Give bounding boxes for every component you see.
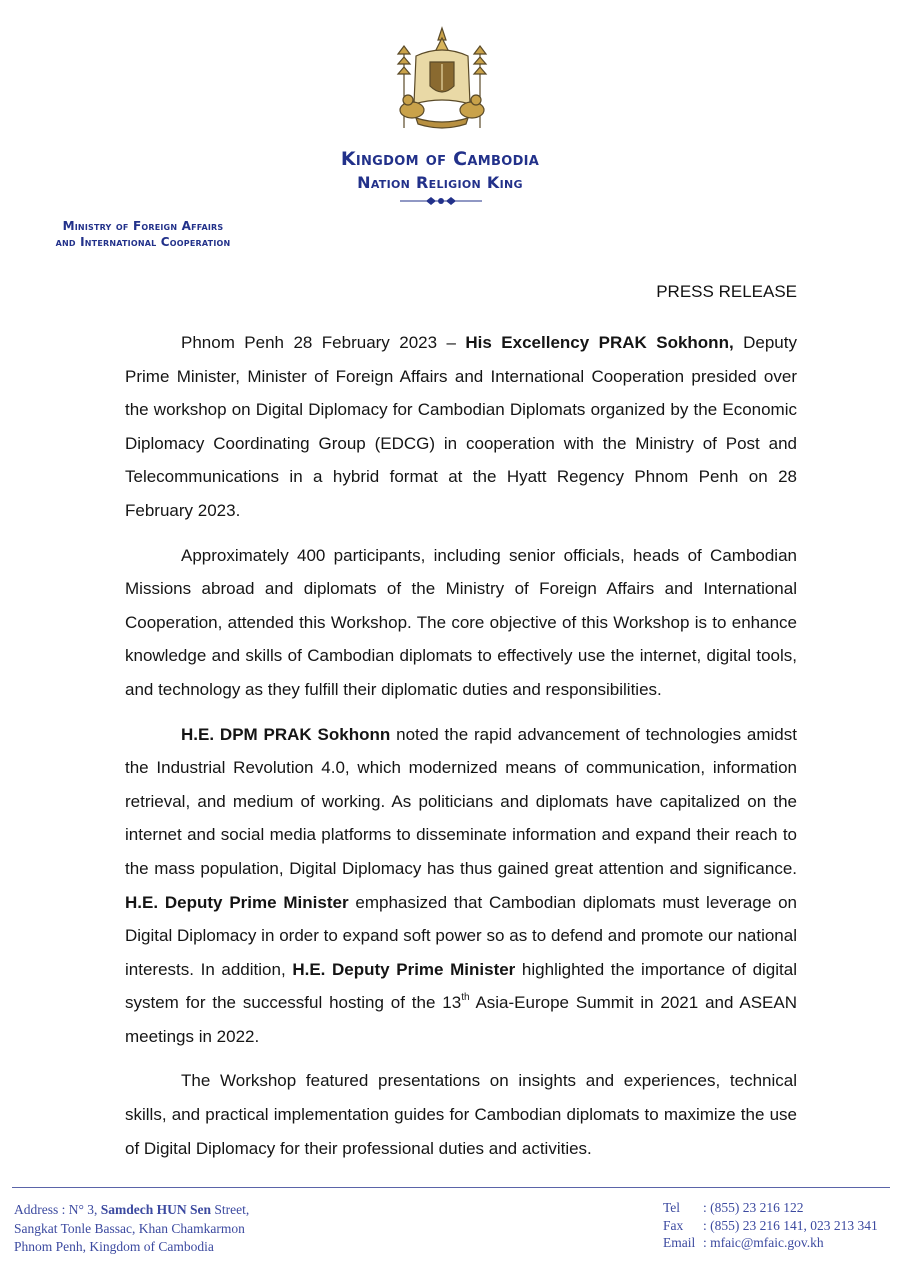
tel-value: : (855) 23 216 122 <box>703 1200 804 1215</box>
footer-contact <box>663 1199 878 1252</box>
email-label: Email <box>663 1235 696 1250</box>
footer-divider <box>12 1187 890 1188</box>
p3-text-4: Asia-Europe Summit in 2021 and ASEAN meetings in 2022. <box>125 993 797 1046</box>
p3-ordinal-sup: th <box>461 992 470 1004</box>
p3-text-1: noted the rapid advancement of technologies amidst the Industrial Revolution 4.0, which modernized means of communication, information retrieval, and medium of working. As politicians and diplomats have capitalized on the internet and social media platforms to disseminate information and expand their reach to the mass population, Digital Diplomacy has thus gained great attention and significance. <box>125 724 797 878</box>
fax-row <box>663 1217 878 1235</box>
p3-title-bold-1: H.E. Deputy Prime Minister <box>125 892 349 912</box>
national-motto: Nation Religion King <box>357 173 523 192</box>
paragraph-1 <box>125 326 797 528</box>
p3-title-bold-2: H.E. Deputy Prime Minister <box>292 959 516 979</box>
press-release-body <box>125 326 797 1176</box>
address-street-rest: Street, <box>211 1202 250 1217</box>
email-value: : mfaic@mfaic.gov.kh <box>703 1235 824 1250</box>
p1-dateline: Phnom Penh 28 February 2023 – <box>181 333 466 352</box>
address-line-2: Sangkat Tonle Bassac, Khan Chamkarmon <box>14 1220 245 1236</box>
p1-text: Deputy Prime Minister, Minister of Foreign Affairs and International Cooperation presided over the workshop on Digital Diplomacy for Cambodian Diplomats organized by the Economic Diplomacy Coordinating Group (EDCG) in cooperation with the Ministry of Post and Telecommunications in a hybrid format at the Hyatt Regency Phnom Penh on 28 February 2023. <box>125 333 797 520</box>
address-line-3: Phnom Penh, Kingdom of Cambodia <box>14 1239 214 1254</box>
address-line-1 <box>14 1201 249 1220</box>
ornament-divider-icon <box>398 195 484 207</box>
p3-text-3: highlighted the importance of digital system for the successful hosting of the 13 <box>125 959 797 1013</box>
fax-label: Fax <box>663 1217 684 1233</box>
address-prefix: Address : N° 3, <box>14 1202 101 1217</box>
footer-address <box>14 1201 249 1257</box>
tel-row <box>663 1199 878 1217</box>
tel-label: Tel <box>663 1200 681 1215</box>
paragraph-2: Approximately 400 participants, including senior officials, heads of Cambodian Missions abroad and diplomats of the Ministry of Foreign Affairs and International Cooperation, attended this Workshop. The core objective of this Workshop is to enhance knowledge and skills of Cambodian diplomats to effectively use the internet, digital tools, and technology as they fulfill their diplomatic duties and responsibilities. <box>125 545 797 699</box>
ministry-name-line1: Ministry of Foreign Affairs <box>62 219 224 233</box>
p3-text-2: emphasized that Cambodian diplomats must leverage on Digital Diplomacy in order to expand soft power so as to defend and promote our national interests. In addition, <box>125 892 797 979</box>
fax-value: : (855) 23 216 141, 023 213 341 <box>703 1217 878 1233</box>
paragraph-3 <box>125 718 797 1054</box>
p3-name-bold: H.E. DPM PRAK Sokhonn <box>181 724 391 744</box>
email-row <box>663 1234 878 1252</box>
address-street-bold: Samdech HUN Sen <box>100 1202 212 1217</box>
p1-name-bold: His Excellency PRAK Sokhonn, <box>465 333 734 352</box>
press-release-title: PRESS RELEASE <box>656 282 797 301</box>
paragraph-4: The Workshop featured presentations on insights and experiences, technical skills, and practical implementation guides for Cambodian diplomats to maximize the use of Digital Diplomacy for their professional duties and activities. <box>125 1071 797 1158</box>
kingdom-heading: Kingdom of Cambodia <box>340 148 540 170</box>
royal-arms-emblem-icon <box>386 26 498 134</box>
ministry-name-line2: and International Cooperation <box>55 235 231 249</box>
